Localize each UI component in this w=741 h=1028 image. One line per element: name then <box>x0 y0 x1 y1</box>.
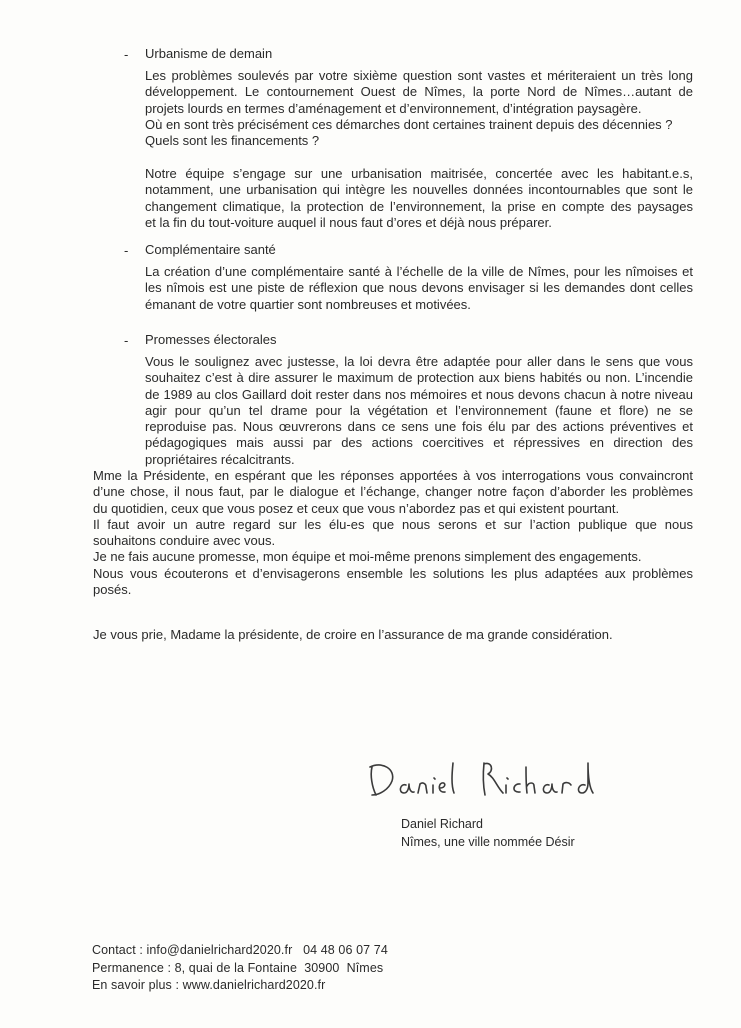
paragraph-promesses <box>145 354 693 468</box>
text-line: Je ne fais aucune promesse, mon équipe et moi-même prenons simplement des engagements. <box>93 549 642 565</box>
permanence-city: Nîmes <box>346 960 384 975</box>
text-line: de 1989 au clos Gaillard doit rester dans nos mémoires et nous devons chacun à notre niveau <box>145 386 693 402</box>
text-line: projets lourds en termes d’aménagement et d’environnement, d’intégration paysagère. <box>145 100 642 116</box>
text-line: notamment, une urbanisation qui intègre les nouvelles données incontournables que sont le <box>145 182 693 198</box>
text-line: Les problèmes soulevés par votre sixième question sont vastes et mériteraient un très long <box>145 68 693 83</box>
text-line: propriétaires récalcitrants. <box>145 451 295 467</box>
text-line: Il faut avoir un autre regard sur les élu-es que nous serons et sur l’action publique que nous <box>93 516 693 532</box>
text-line: pédagogiques mais aussi par des actions coercitives et répressives en direction des <box>145 435 693 451</box>
footer-contact <box>92 942 388 995</box>
text-line: Notre équipe s’engage sur une urbanisation maitrisée, concertée avec les habitant.e.s, <box>145 166 693 181</box>
contact-phone: 04 48 06 07 74 <box>303 943 388 957</box>
bullet-dash: - <box>124 333 129 348</box>
website-link: www.danielrichard2020.fr <box>182 978 326 992</box>
text-line: Où en sont très précisément ces démarches dont certaines trainent depuis des décennies ? <box>145 116 673 132</box>
permanence-label: Permanence : <box>92 960 175 975</box>
handwritten-signature <box>366 755 646 805</box>
text-line: souhaitons conduire avec vous. <box>93 533 276 549</box>
signer-name: Daniel Richard <box>401 817 483 831</box>
salutation: Je vous prie, Madame la présidente, de croire en l’assurance de ma grande considération. <box>93 627 613 642</box>
text-line: du quotidien, ceux que vous posez et ceux que vous n’abordez pas et qui existent pourtant. <box>93 500 620 516</box>
bullet-dash: - <box>124 47 129 62</box>
text-line: Nous vous écouterons et d’envisagerons ensemble les solutions les plus adaptées aux problèmes <box>93 565 693 581</box>
permanence-postcode: 30900 <box>304 960 340 975</box>
section-title-sante: Complémentaire santé <box>145 242 276 257</box>
footer-website-line <box>92 977 388 995</box>
text-line: posés. <box>93 582 132 598</box>
contact-email: info@danielrichard2020.fr <box>146 943 293 957</box>
text-line: émanant de votre quartier sont nombreuses et motivées. <box>145 296 471 312</box>
signature-block <box>401 815 575 851</box>
text-line: souhaitez c’est à dire assurer le maximum de protection aux biens habités ou non. L’incendie <box>145 370 693 386</box>
text-line: changement climatique, la protection de l’environnement, la prise en compte des paysages <box>145 198 693 214</box>
text-line: agir pour qu’un tel drame pour la végétation et l’environnement (faune et flore) ne se <box>145 402 693 418</box>
closing-paragraph <box>93 468 693 598</box>
campaign-slogan: Nîmes, une ville nommée Désir <box>401 835 575 849</box>
text-line: et la fin du tout-voiture auquel il nous faut d’ores et déjà nous préparer. <box>145 214 552 230</box>
text-line: Quels sont les financements ? <box>145 133 320 149</box>
text-line: La création d’une complémentaire santé à l’échelle de la ville de Nîmes, pour les nîmoises et <box>145 264 693 279</box>
section-title-urbanisme: Urbanisme de demain <box>145 46 273 61</box>
paragraph-urbanisme-engagement <box>145 166 693 231</box>
more-label: En savoir plus : <box>92 978 183 992</box>
section-title-promesses: Promesses électorales <box>145 332 277 347</box>
bullet-dash: - <box>124 243 129 258</box>
permanence-address: 8, quai de la Fontaine <box>174 960 298 975</box>
contact-label: Contact : <box>92 943 147 957</box>
text-line: d’une chose, il nous faut, par le dialogue et l’échange, changer notre façon d’aborder les problèmes <box>93 484 693 500</box>
text-line: développement. Le contournement Ouest de Nîmes, la porte Nord de Nîmes…autant de <box>145 84 693 100</box>
paragraph-sante <box>145 264 693 313</box>
text-line: reproduise pas. Nous œuvrerons dans ce sens une fois élu par des actions préventives et <box>145 419 693 435</box>
footer-contact-line <box>92 942 388 960</box>
text-line: Vous le soulignez avec justesse, la loi devra être adaptée pour aller dans le sens que vous <box>145 354 693 369</box>
text-line: les nîmois est une piste de réflexion que nous devons envisager si les demandes dont celles <box>145 280 693 296</box>
footer-permanence-line <box>92 960 388 978</box>
text-line: Mme la Présidente, en espérant que les réponses apportées à vos interrogations vous convaincront <box>93 468 693 483</box>
paragraph-urbanisme-questions <box>145 68 693 149</box>
